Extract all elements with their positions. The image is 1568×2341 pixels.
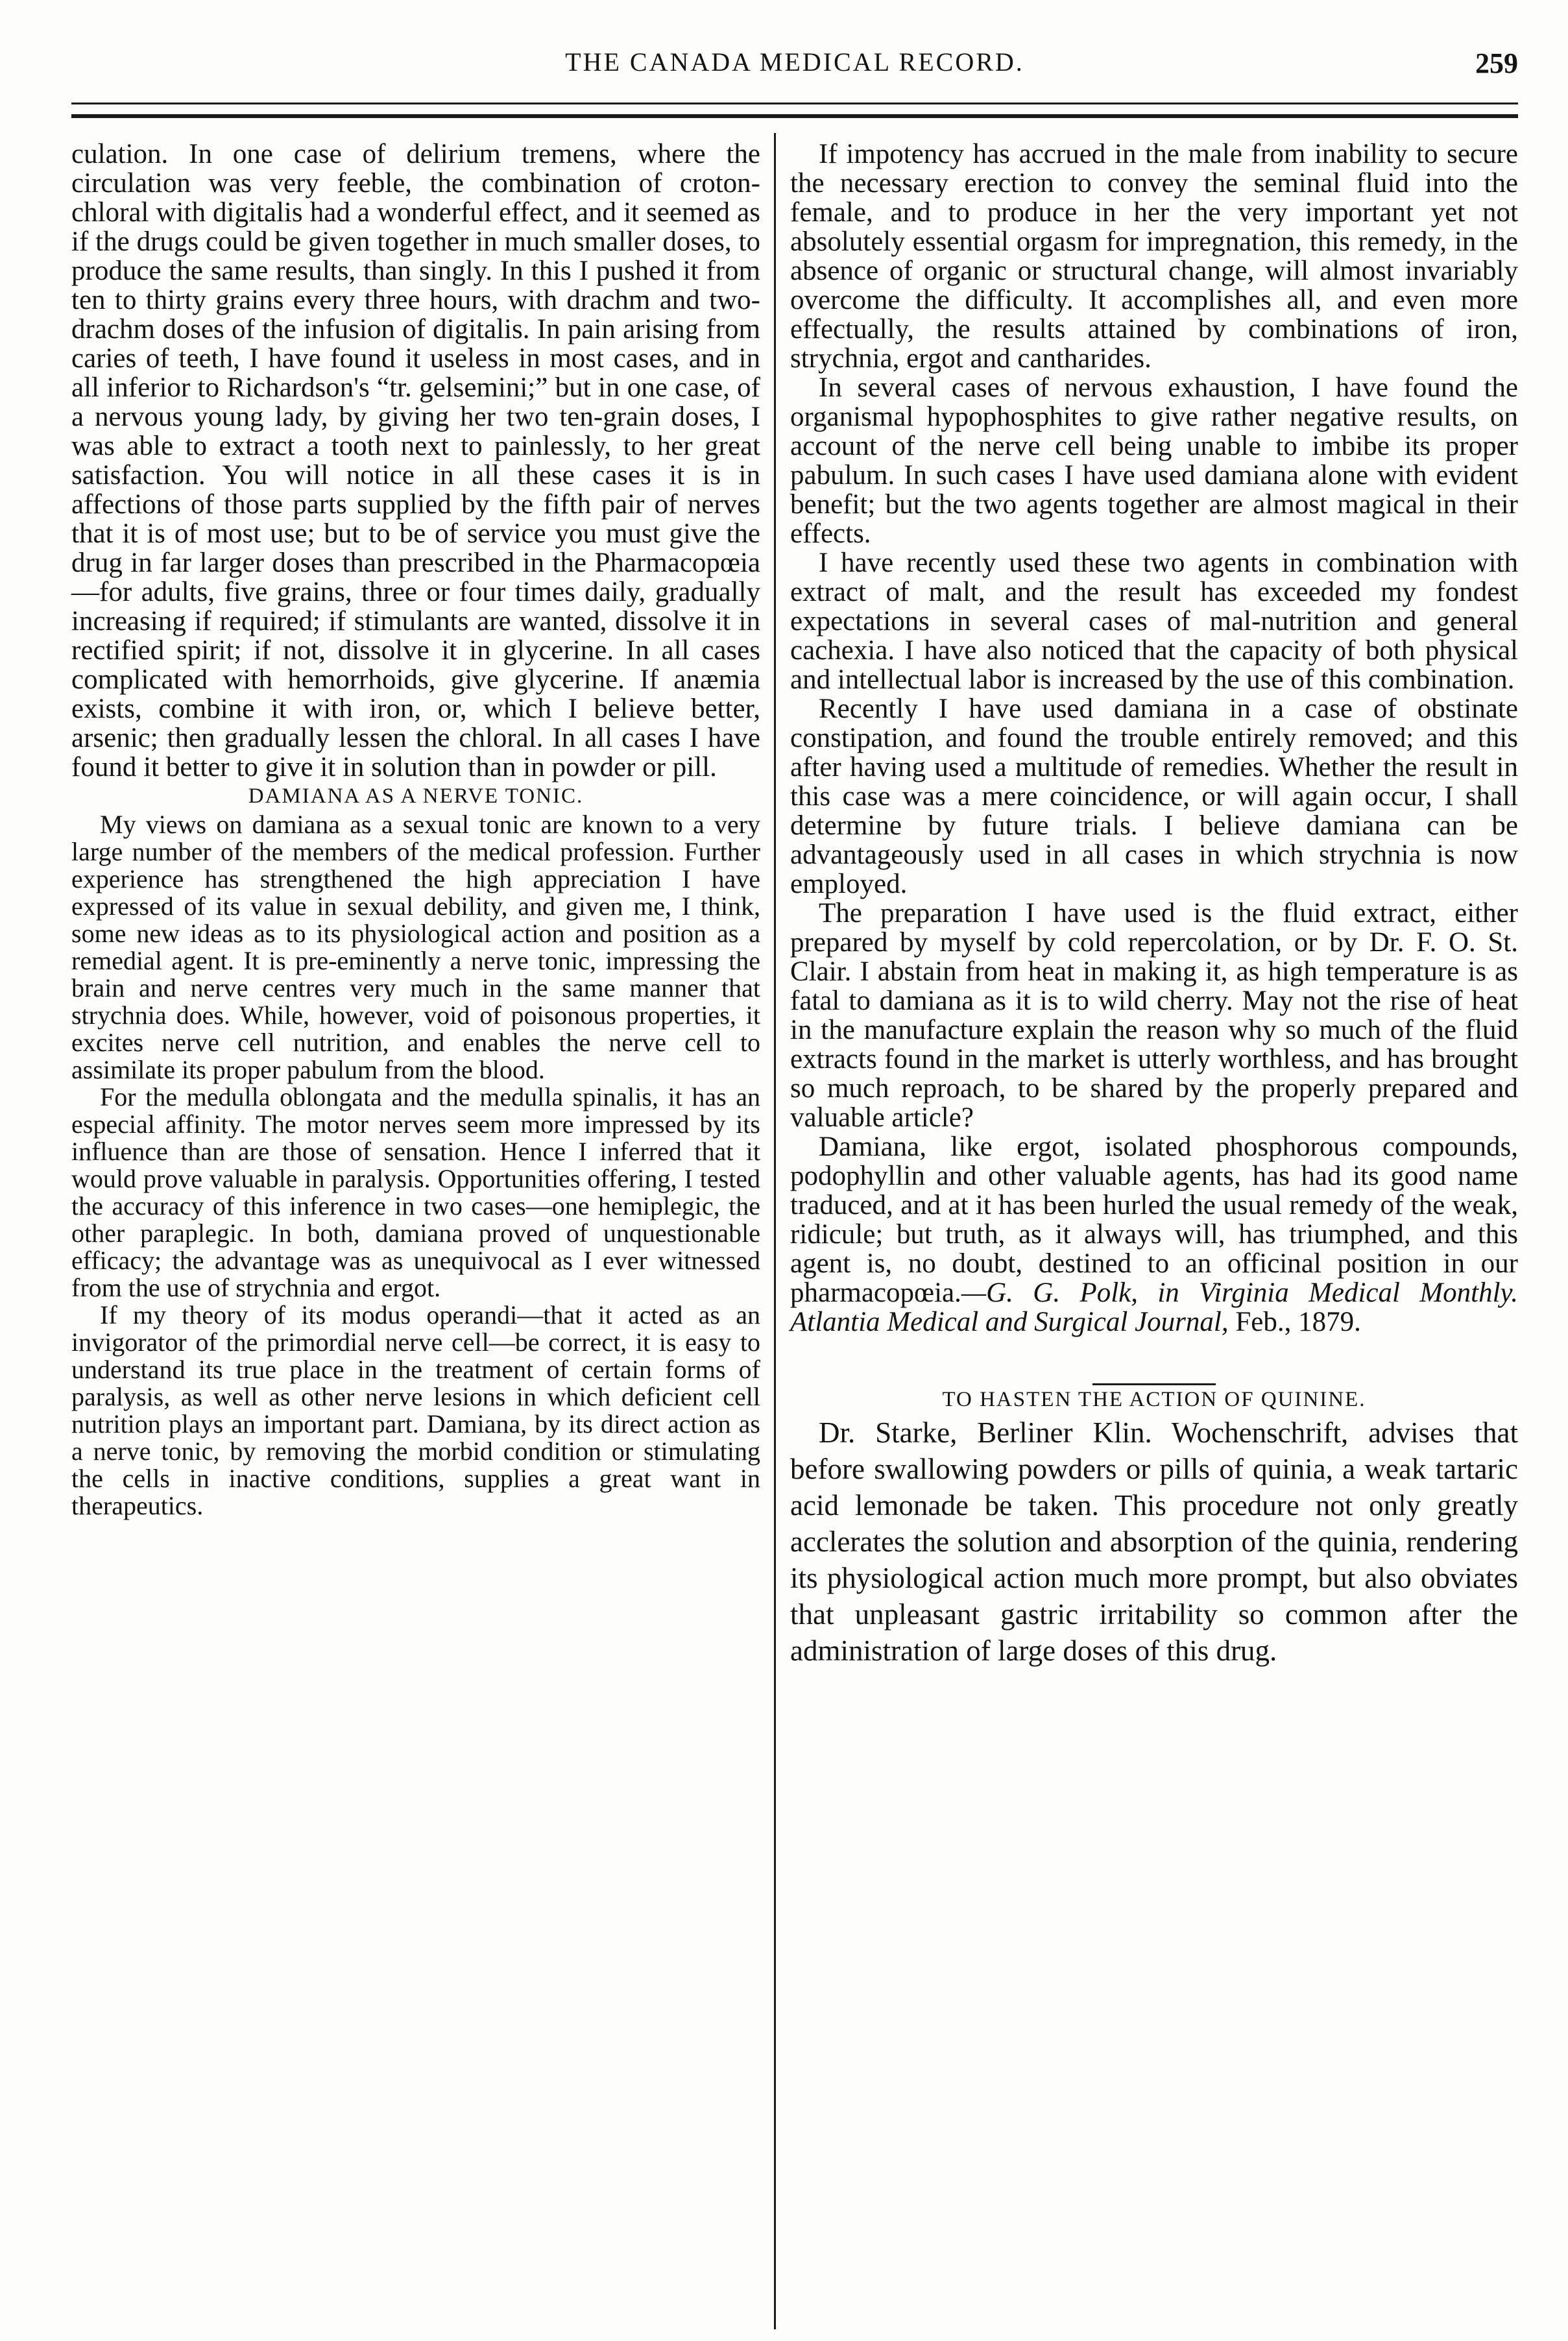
damiana-paragraph-1: My views on damiana as a sexual tonic are known to a very large number of the members of the medical profession. Further experience has strengthened the high appreciation I have expressed of its value in sexual debility, and given me, I think, some new ideas as to its physiological action and position as a remedial agent. It is pre-eminently a nerve tonic, impressing the brain and nerve centres very much in the same manner that strychnia does. While, however, void of poisonous properties, it excites nerve cell nutrition, and enables the nerve cell to assimilate its proper pabulum from the blood. — [71, 810, 760, 1084]
damiana-paragraph-3: If my theory of its modus operandi—that it acted as an invigorator of the primordial nerve cell—be correct, it is easy to understand its true place in the treatment of certain forms of paralysis, as well as other nerve lesions in which deficient cell nutrition plays an important part. Damiana, by its direct action as a nerve tonic, by removing the morbid condition or stimulating the cells in inactive conditions, supplies a great want in therapeutics. — [71, 1300, 760, 1520]
right-column — [790, 139, 1518, 1669]
running-header — [71, 47, 1518, 92]
left-column — [71, 139, 760, 1520]
citation-source: —G. G. Polk, in Virginia Medical Monthly. Atlantia Medical and Surgical Journal, — [790, 1278, 1518, 1337]
header-rule-thick — [71, 114, 1518, 118]
constipation-paragraph: Recently I have used damiana in a case of obstinate constipation, and found the trouble entirely removed; and this after having used a multitude of remedies. Whether the result in this case was a mere coincidence, or will again occur, I shall determine by future trials. I believe damiana can be advantageously used in all cases in which strychnia is now employed. — [790, 694, 1518, 899]
traduced-paragraph — [790, 1132, 1518, 1337]
journal-title: THE CANADA MEDICAL RECORD. — [565, 47, 1024, 77]
quinine-paragraph: Dr. Starke, Berliner Klin. Wochenschrift, advises that before swallowing powders or pills of quinia, a weak tartaric acid lemonade be taken. This procedure not only greatly acclerates the solution and absorption of the quinia, rendering its physiological action much more prompt, but also obviates that unpleasant gastric irritability so common after the administration of large doses of this drug. — [790, 1416, 1518, 1667]
continued-paragraph: culation. In one case of delirium tremens, where the circulation was very feeble, the combination of croton-chloral with digitalis had a wonderful effect, and it seemed as if the drugs could be given together in much smaller doses, to produce the same results, than singly. In this I pushed it from ten to thirty grains every three hours, with drachm and two-drachm doses of the infusion of digitalis. In pain arising from caries of teeth, I have found it useless in most cases, and in all inferior to Richardson's “tr. gelsemini;” but in one case, of a nervous young lady, by giving her two ten-grain doses, I was able to extract a tooth next to painlessly, to her great satisfaction. You will notice in all these cases it is in affections of those parts supplied by the fifth pair of nerves that it is of most use; but to be of service you must give the drug in far larger doses than prescribed in the Pharmacopœia—for adults, five grains, three or four times daily, gradually increasing if required; if stimulants are wanted, dissolve it in rectified spirit; if not, dissolve it in glycerine. In all cases complicated with hemorrhoids, give glycerine. If anæmia exists, combine it with iron, or, which I believe better, arsenic; then gradually lessen the chloral. In all cases I have found it better to give it in solution than in powder or pill. — [71, 139, 760, 782]
section-title-quinine: TO HASTEN THE ACTION OF QUININE. — [942, 1388, 1366, 1411]
impotency-paragraph: If impotency has accrued in the male from inability to secure the necessary erection to convey the seminal fluid into the female, and to produce in her the very important yet not absolutely essential orgasm for impregnation, this remedy, in the absence of organic or structural change, will almost invariably overcome the difficulty. It accomplishes all, and even more effectually, the results attained by combinations of iron, strychnia, ergot and cantharides. — [790, 139, 1518, 374]
damiana-paragraph-2: For the medulla oblongata and the medulla spinalis, it has an especial affinity. The motor nerves seem more impressed by its influence than are those of sensation. Hence I inferred that it would prove valuable in paralysis. Opportunities offering, I tested the accuracy of this inference in two cases—one hemiplegic, the other paraplegic. In both, damiana proved of unquestionable efficacy; the advantage was as unequivocal as I ever witnessed from the use of strychnia and ergot. — [71, 1082, 760, 1302]
column-divider — [774, 133, 776, 2329]
nervous-exhaustion-paragraph: In several cases of nervous exhaustion, I have found the organismal hypophosphites to give rather negative results, on account of the nerve cell being unable to imbibe its proper pabulum. In such cases I have used damiana alone with evident benefit; but the two agents together are almost magical in their effects. — [790, 372, 1518, 549]
traduced-text: Damiana, like ergot, isolated phosphorous compounds, podophyllin and other valuable agents, has had its good name traduced, and at it has been hurled the usual remedy of the weak, ridicule; but truth, as it always will, has triumphed, and this agent is, no doubt, destined to an officinal position in our pharmacopœia. — [790, 1132, 1518, 1308]
header-rule-thin — [71, 103, 1518, 104]
preparation-paragraph: The preparation I have used is the fluid extract, either prepared by myself by cold repercolation, or by Dr. F. O. St. Clair. I abstain from heat in making it, as high temperature is as fatal to damiana as it is to wild cherry. May not the rise of heat in the manufacture explain the reason why so much of the fluid extracts found in the market is utterly worthless, and has brought so much reproach, to be shared by the properly prepared and valuable article? — [790, 898, 1518, 1133]
section-title-damiana: DAMIANA AS A NERVE TONIC. — [248, 784, 584, 808]
page-number: 259 — [1475, 47, 1518, 79]
citation-date: Feb., 1879. — [1228, 1307, 1361, 1337]
malt-combination-paragraph: I have recently used these two agents in combination with extract of malt, and the result has exceeded my fondest expectations in several cases of mal-nutrition and general cachexia. I have also noticed that the capacity of both physical and intellectual labor is increased by the use of this combination. — [790, 548, 1518, 695]
